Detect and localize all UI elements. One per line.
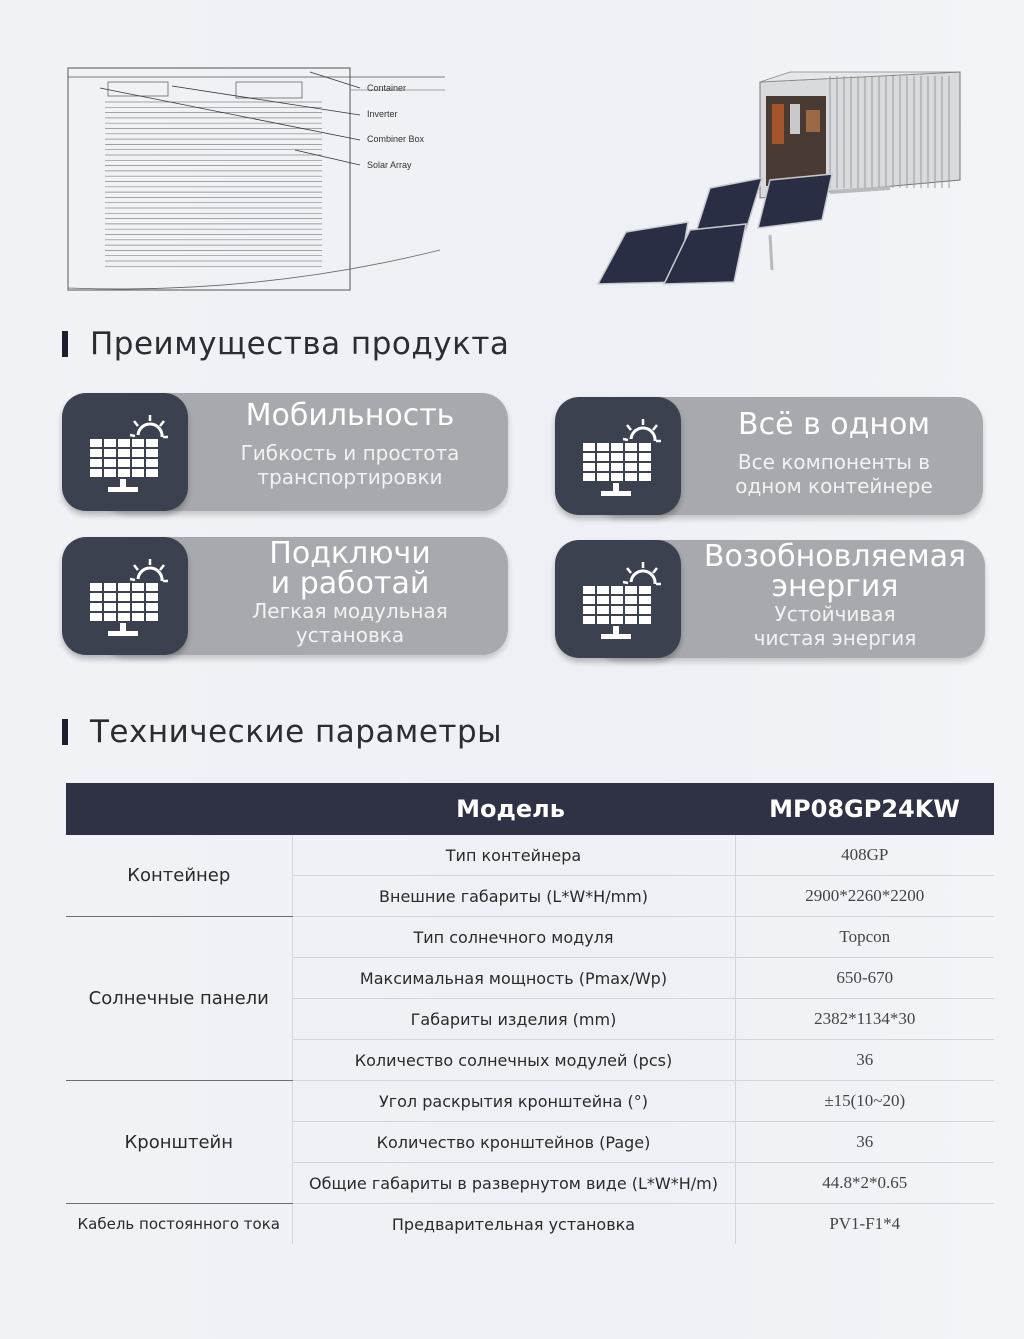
specs-table-header-row xyxy=(66,783,994,835)
solar-panel-sun-icon xyxy=(62,393,188,511)
card-text xyxy=(202,531,498,655)
specs-table xyxy=(66,783,994,1244)
advantage-card xyxy=(62,537,508,655)
advantages-heading-text: Преимущества продукта xyxy=(90,326,510,362)
spec-param: Максимальная мощность (Pmax/Wp) xyxy=(292,958,735,999)
spec-row xyxy=(66,917,994,958)
card-title: и работай xyxy=(270,566,430,601)
solar-panel-sun-icon xyxy=(62,537,188,655)
spec-param: Внешние габариты (L*W*H/mm) xyxy=(292,876,735,917)
spec-param: Количество солнечных модулей (pcs) xyxy=(292,1040,735,1081)
spec-value: PV1-F1*4 xyxy=(829,1214,901,1233)
spec-group-name: Кронштейн xyxy=(66,1081,292,1204)
layout-diagram xyxy=(60,60,460,300)
diagram-label-solar-array: Solar Array xyxy=(367,160,412,170)
spec-param: Тип контейнера xyxy=(292,835,735,876)
spec-param: Предварительная установка xyxy=(292,1204,735,1245)
spec-param: Количество кронштейнов (Page) xyxy=(292,1122,735,1163)
container-with-solar-panels-illustration xyxy=(590,70,970,290)
card-text xyxy=(695,393,973,515)
card-subtitle: Все компоненты в xyxy=(737,450,931,474)
advantage-card xyxy=(62,393,508,511)
spec-value: ±15(10~20) xyxy=(735,1081,994,1122)
card-title: Подключи xyxy=(269,536,431,571)
spec-param: Общие габариты в развернутом виде (L*W*H/m) xyxy=(292,1163,735,1204)
card-title: Всё в одном xyxy=(738,407,930,442)
advantages-heading xyxy=(62,326,509,362)
spec-row xyxy=(66,1204,994,1245)
diagram-label-inverter: Inverter xyxy=(367,109,398,119)
spec-value: 44.8*2*0.65 xyxy=(735,1163,994,1204)
solar-panel-sun-icon xyxy=(555,397,681,515)
advantage-card xyxy=(555,540,985,658)
card-subtitle: чистая энергия xyxy=(753,626,917,650)
spec-group-name: Солнечные панели xyxy=(66,917,292,1081)
card-title: энергия xyxy=(771,569,899,604)
card-subtitle: установка xyxy=(295,623,405,647)
diagram-label-combiner-box: Combiner Box xyxy=(367,134,425,144)
spec-group-name: Кабель постоянного тока xyxy=(66,1204,292,1245)
model-value: MP08GP24KW xyxy=(735,783,994,835)
spec-value: 36 xyxy=(735,1122,994,1163)
spec-row xyxy=(66,835,994,876)
spec-group-name: Контейнер xyxy=(66,835,292,917)
card-text xyxy=(202,379,498,511)
spec-value: 650-670 xyxy=(735,958,994,999)
spec-value: 408GP xyxy=(735,835,994,876)
specs-heading-text: Технические параметры xyxy=(90,714,503,750)
card-subtitle: Гибкость и простота xyxy=(240,441,460,465)
spec-value: Topcon xyxy=(735,917,994,958)
spec-value: 36 xyxy=(735,1040,994,1081)
heading-accent-bar xyxy=(62,331,68,357)
card-subtitle: одном контейнере xyxy=(735,474,933,498)
model-label: Модель xyxy=(66,783,735,835)
card-title: Мобильность xyxy=(245,398,455,433)
spec-param: Угол раскрытия кронштейна (°) xyxy=(292,1081,735,1122)
solar-panel-sun-icon xyxy=(555,540,681,658)
card-text xyxy=(695,534,975,658)
advantage-card xyxy=(555,397,983,515)
spec-row xyxy=(66,1081,994,1122)
spec-param: Тип солнечного модуля xyxy=(292,917,735,958)
diagram-label-container: Container xyxy=(367,83,407,93)
card-title: Возобновляемая xyxy=(703,539,967,574)
card-subtitle: Легкая модульная xyxy=(252,599,448,623)
spec-value: 2900*2260*2200 xyxy=(735,876,994,917)
card-subtitle: транспортировки xyxy=(257,465,443,489)
specs-heading xyxy=(62,714,502,750)
spec-param: Габариты изделия (mm) xyxy=(292,999,735,1040)
spec-value: 2382*1134*30 xyxy=(735,999,994,1040)
heading-accent-bar xyxy=(62,719,68,745)
card-subtitle: Устойчивая xyxy=(774,602,896,626)
